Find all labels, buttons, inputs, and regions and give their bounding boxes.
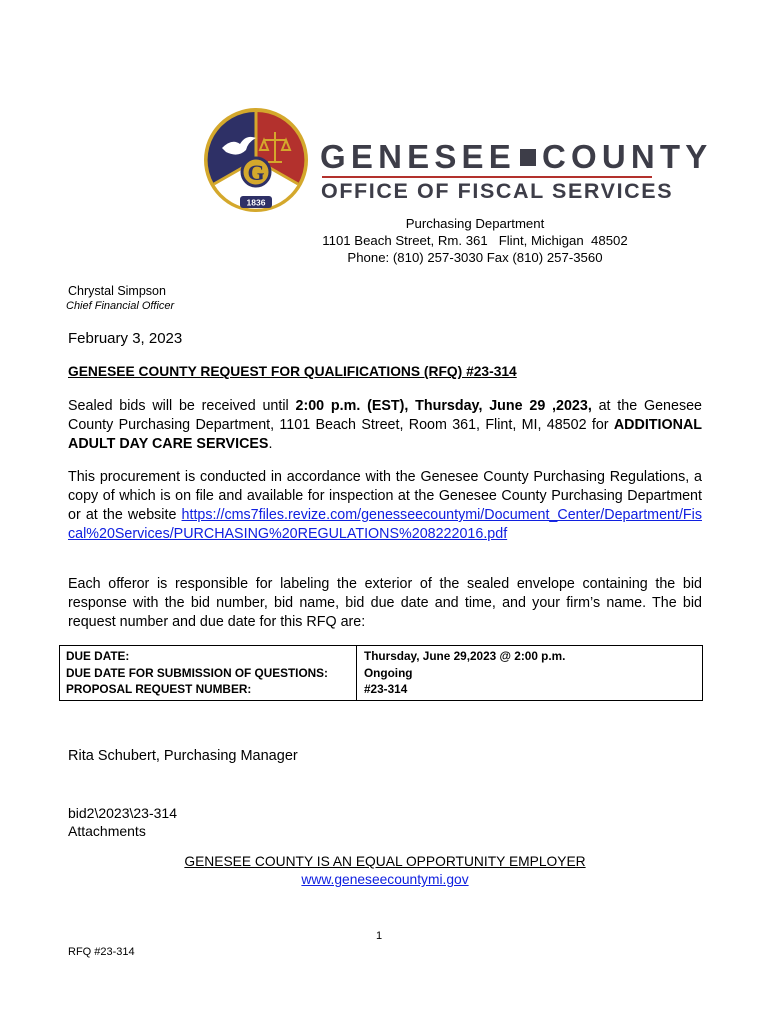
para2-text: This procurement is conducted in accordance with the Genesee County Purchasing Regulations, a copy of which is on file and available for inspection at the Genesee County Purchasing Department or at the website <box>68 469 702 523</box>
wordmark-divider <box>322 176 652 178</box>
department-name: Purchasing Department <box>405 216 545 231</box>
cfo-title: Chief Financial Officer <box>66 300 175 312</box>
due-date-label: DUE DATE: <box>66 649 130 663</box>
county-seal-icon <box>202 104 310 222</box>
bid-deadline: 2:00 p.m. (EST), Thursday, June 29 ,2023, <box>295 398 592 414</box>
letter-date: February 3, 2023 <box>68 330 183 347</box>
phone-fax: Phone: (810) 257-3030 Fax (810) 257-3560 <box>347 250 603 265</box>
file-path: bid2\2023\23-314 <box>68 805 177 821</box>
page-number: 1 <box>376 930 383 942</box>
department-address <box>290 215 660 266</box>
request-number-value: #23-314 <box>364 682 408 696</box>
eoe-statement <box>0 853 770 889</box>
para1-text-e: . <box>268 436 273 452</box>
office-name: OFFICE OF FISCAL SERVICES <box>321 179 674 203</box>
sealed-bids-paragraph <box>68 397 702 454</box>
procurement-paragraph <box>68 468 702 544</box>
questions-value: Ongoing <box>364 666 413 680</box>
regulations-link[interactable]: https://cms7files.revize.com/genesseecountymi/Document_Center/Department/Fiscal%20Services/PURCHASING%20REGULATIONS%208222016.pdf <box>68 507 702 542</box>
county-website-link[interactable]: www.geneseecountymi.gov <box>301 872 469 887</box>
org-name-right: COUNTY <box>541 138 713 175</box>
para1-text-a: Sealed bids will be received until <box>68 398 296 414</box>
eoe-text: GENESEE COUNTY IS AN EQUAL OPPORTUNITY EMPLOYER <box>184 854 586 869</box>
due-date-table <box>59 645 703 701</box>
purchasing-manager: Rita Schubert, Purchasing Manager <box>68 748 298 764</box>
street-address: 1101 Beach Street, Rm. 361 Flint, Michigan 48502 <box>322 233 628 248</box>
labeling-paragraph: Each offeror is responsible for labeling the exterior of the sealed envelope containing the bid response with the bid number, bid name, bid due date and time, and your firm’s name. The bid request number and due date for this RFQ are: <box>68 576 702 630</box>
attachments-label: Attachments <box>68 823 146 839</box>
org-name <box>320 138 713 176</box>
service-name: ADDITIONAL ADULT DAY CARE SERVICES <box>68 417 702 452</box>
due-date-value: Thursday, June 29,2023 @ 2:00 p.m. <box>364 649 566 663</box>
letterhead-logo <box>202 104 713 226</box>
cfo-name: Chrystal Simpson <box>68 284 166 298</box>
seal-letter: G <box>247 160 265 185</box>
footer-rfq-ref: RFQ #23-314 <box>68 946 135 958</box>
questions-label: DUE DATE FOR SUBMISSION OF QUESTIONS: <box>66 666 328 680</box>
seal-year: 1836 <box>246 197 266 208</box>
rfq-heading: GENESEE COUNTY REQUEST FOR QUALIFICATIONS (RFQ) #23-314 <box>68 364 517 379</box>
org-name-left: GENESEE <box>320 138 516 175</box>
request-number-label: PROPOSAL REQUEST NUMBER: <box>66 682 252 696</box>
file-reference <box>68 804 177 840</box>
separator-square-icon <box>520 149 536 166</box>
para1-text-c: at the Genesee County Purchasing Department, 1101 Beach Street, Room 361, Flint, MI, 48502 for <box>68 398 702 433</box>
